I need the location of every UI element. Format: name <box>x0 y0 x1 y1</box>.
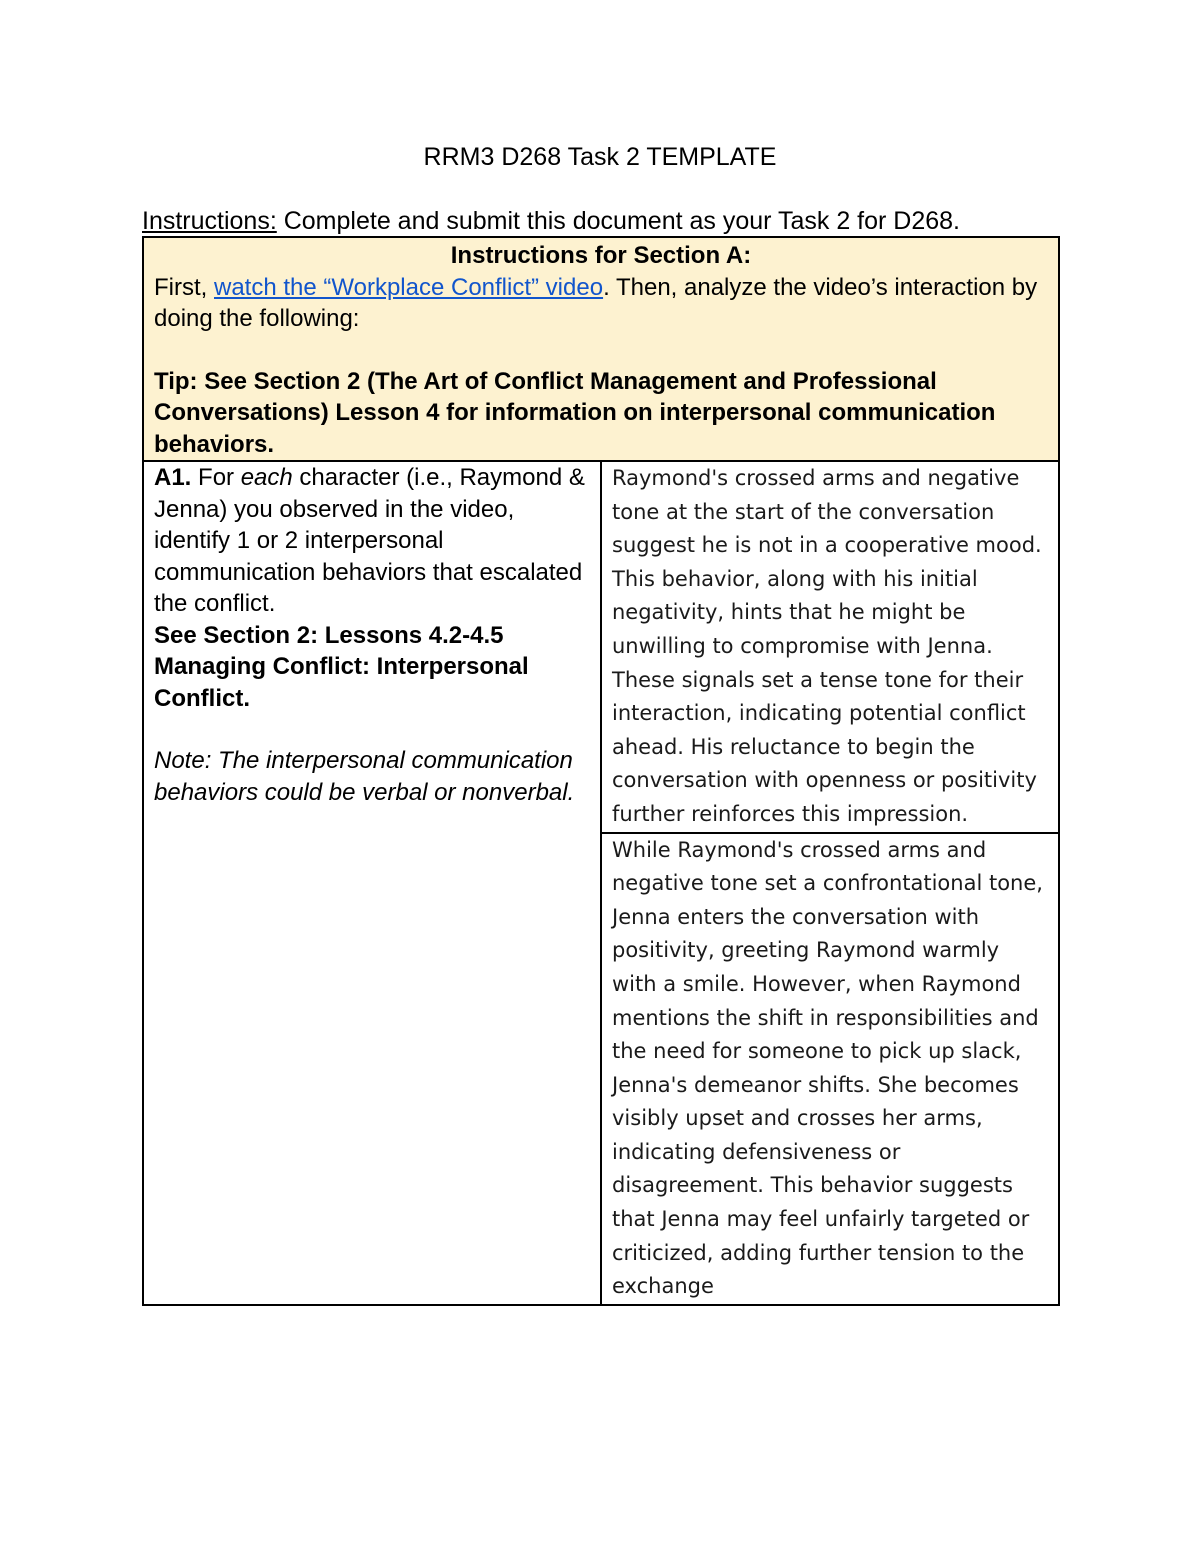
answer-jenna-cell[interactable] <box>601 833 1059 1305</box>
intro-suffix: . Then, analyze the video’s interaction by doing the following: <box>154 273 1038 332</box>
section-a-title: Instructions for Section A: <box>450 242 752 269</box>
instructions-label: Instructions: <box>142 207 277 235</box>
prompt-a1-note: Note: The interpersonal communication behaviors could be verbal or nonverbal. <box>154 747 575 806</box>
workplace-conflict-video-link[interactable]: watch the “Workplace Conflict” video <box>214 273 604 301</box>
prompt-a1-text-part-1: For <box>191 464 241 491</box>
prompt-a1-text <box>154 462 590 620</box>
section-a-tip: Tip: See Section 2 (The Art of Conflict Management and Professional Conversations) Lesson 4 for information on interpersonal communication behaviors. <box>154 367 996 458</box>
prompt-a1-emphasis: each <box>240 464 293 491</box>
intro-prefix: First, <box>154 273 214 301</box>
prompt-a1-cell <box>143 461 601 1305</box>
document-title: RRM3 D268 Task 2 TEMPLATE <box>423 143 777 171</box>
prompt-a1-reference: See Section 2: Lessons 4.2-4.5 Managing Conflict: Interpersonal Conflict. <box>154 621 529 712</box>
instructions-text: Complete and submit this document as your Task 2 for D268. <box>276 207 960 235</box>
answer-jenna-text: While Raymond's crossed arms and negative tone set a confrontational tone, Jenna enters the conversation with positivity, greeting Raymond warmly with a smile. However, when Raymond mentions the shift in responsibilities and the need for someone to pick up slack, Jenna's demeanor shifts. She becomes visibly upset and crosses her arms, indicating defensiveness or disagreement. This behavior suggests that Jenna may feel unfairly targeted or criticized, adding further tension to the exchange <box>612 837 1043 1299</box>
answer-raymond-cell[interactable] <box>601 461 1059 833</box>
prompt-a1-text-part-2: character (i.e., Raymond & Jenna) you observed in the video, identify 1 or 2 interpersonal communication behaviors that escalated the conflict. <box>154 464 585 617</box>
section-a-table <box>142 236 1060 1306</box>
answer-raymond-text: Raymond's crossed arms and negative tone at the start of the conversation suggest he is not in a cooperative mood. This behavior, along with his initial negativity, hints that he might be unwilling to compromise with Jenna. These signals set a tense tone for their interaction, indicating potential conflict ahead. His reluctance to begin the conversation with openness or positivity further reinforces this impression. <box>612 466 1042 826</box>
prompt-a1-label: A1. <box>154 464 192 491</box>
section-a-header <box>143 237 1059 461</box>
section-a-intro <box>154 272 1048 335</box>
instructions-line <box>142 206 1062 236</box>
